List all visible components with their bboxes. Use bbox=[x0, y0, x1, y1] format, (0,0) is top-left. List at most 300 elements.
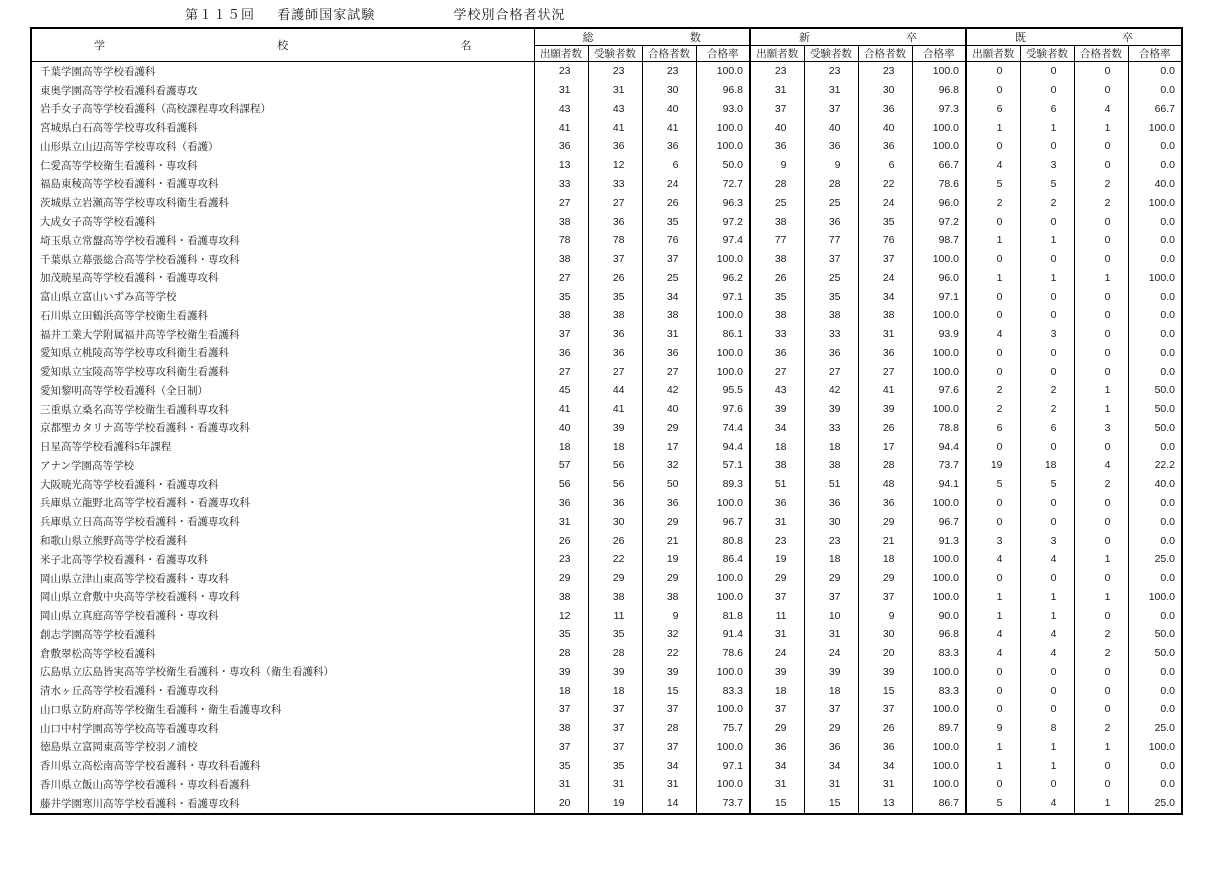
value-cell: 0.0 bbox=[1128, 81, 1182, 100]
col-header-passers-new: 合格者数 bbox=[858, 46, 912, 62]
value-cell: 83.3 bbox=[912, 644, 966, 663]
value-cell: 37 bbox=[804, 700, 858, 719]
value-cell: 37 bbox=[642, 700, 696, 719]
value-cell: 0.0 bbox=[1128, 700, 1182, 719]
value-cell: 66.7 bbox=[1128, 100, 1182, 119]
table-row bbox=[31, 62, 1182, 81]
value-cell: 100.0 bbox=[912, 663, 966, 682]
value-cell: 51 bbox=[750, 475, 804, 494]
value-cell: 97.1 bbox=[696, 756, 750, 775]
value-cell: 39 bbox=[750, 663, 804, 682]
value-cell: 34 bbox=[642, 756, 696, 775]
value-cell: 0.0 bbox=[1128, 62, 1182, 81]
value-cell: 77 bbox=[750, 231, 804, 250]
value-cell: 0 bbox=[966, 681, 1020, 700]
value-cell: 1 bbox=[1074, 118, 1128, 137]
value-cell: 100.0 bbox=[912, 700, 966, 719]
value-cell: 14 bbox=[642, 794, 696, 814]
table-row bbox=[31, 512, 1182, 531]
value-cell: 35 bbox=[534, 756, 588, 775]
value-cell: 3 bbox=[1074, 419, 1128, 438]
value-cell: 0.0 bbox=[1128, 137, 1182, 156]
value-cell: 0 bbox=[966, 663, 1020, 682]
value-cell: 0 bbox=[1074, 437, 1128, 456]
table-row bbox=[31, 250, 1182, 269]
value-cell: 40 bbox=[804, 118, 858, 137]
value-cell: 1 bbox=[1020, 118, 1074, 137]
value-cell: 93.0 bbox=[696, 100, 750, 119]
value-cell: 25.0 bbox=[1128, 719, 1182, 738]
value-cell: 36 bbox=[750, 343, 804, 362]
value-cell: 9 bbox=[642, 606, 696, 625]
value-cell: 0.0 bbox=[1128, 250, 1182, 269]
table-row bbox=[31, 569, 1182, 588]
value-cell: 26 bbox=[858, 419, 912, 438]
table-row bbox=[31, 437, 1182, 456]
school-name-cell: 兵庫県立龍野北高等学校看護科・看護専攻科 bbox=[40, 498, 250, 510]
value-cell: 38 bbox=[588, 587, 642, 606]
value-cell: 37 bbox=[750, 700, 804, 719]
school-name-cell: 加茂暁星高等学校看護科・看護専攻科 bbox=[40, 273, 219, 285]
value-cell: 29 bbox=[804, 569, 858, 588]
value-cell: 27 bbox=[588, 193, 642, 212]
value-cell: 100.0 bbox=[696, 738, 750, 757]
school-name-cell: 愛知県立宝陵高等学校専攻科衛生看護科 bbox=[40, 367, 229, 379]
value-cell: 31 bbox=[588, 81, 642, 100]
school-name-cell: 千葉学園高等学校看護科 bbox=[40, 66, 156, 78]
table-row bbox=[31, 625, 1182, 644]
value-cell: 89.3 bbox=[696, 475, 750, 494]
value-cell: 36 bbox=[534, 494, 588, 513]
value-cell: 33 bbox=[804, 419, 858, 438]
value-cell: 39 bbox=[804, 663, 858, 682]
value-cell: 35 bbox=[588, 625, 642, 644]
value-cell: 0.0 bbox=[1128, 494, 1182, 513]
value-cell: 3 bbox=[966, 531, 1020, 550]
value-cell: 28 bbox=[588, 644, 642, 663]
value-cell: 45 bbox=[534, 381, 588, 400]
value-cell: 37 bbox=[804, 250, 858, 269]
school-name-cell: 京都聖カタリナ高等学校看護科・看護専攻科 bbox=[40, 423, 250, 435]
school-name-cell: 和歌山県立熊野高等学校看護科 bbox=[40, 536, 187, 548]
value-cell: 37 bbox=[750, 587, 804, 606]
value-cell: 15 bbox=[642, 681, 696, 700]
value-cell: 56 bbox=[534, 475, 588, 494]
value-cell: 0 bbox=[1074, 250, 1128, 269]
value-cell: 1 bbox=[966, 756, 1020, 775]
school-name-cell: 大成女子高等学校看護科 bbox=[40, 217, 156, 228]
table-row bbox=[31, 100, 1182, 119]
value-cell: 35 bbox=[588, 756, 642, 775]
value-cell: 100.0 bbox=[696, 118, 750, 137]
value-cell: 5 bbox=[966, 475, 1020, 494]
value-cell: 0 bbox=[1020, 512, 1074, 531]
table-row bbox=[31, 531, 1182, 550]
value-cell: 86.7 bbox=[912, 794, 966, 814]
value-cell: 77 bbox=[804, 231, 858, 250]
value-cell: 25 bbox=[804, 193, 858, 212]
value-cell: 5 bbox=[1020, 475, 1074, 494]
value-cell: 0 bbox=[1074, 700, 1128, 719]
value-cell: 1 bbox=[1074, 550, 1128, 569]
value-cell: 1 bbox=[966, 606, 1020, 625]
table-row bbox=[31, 700, 1182, 719]
value-cell: 38 bbox=[804, 456, 858, 475]
value-cell: 42 bbox=[804, 381, 858, 400]
value-cell: 18 bbox=[534, 681, 588, 700]
value-cell: 98.7 bbox=[912, 231, 966, 250]
value-cell: 34 bbox=[858, 756, 912, 775]
value-cell: 22 bbox=[588, 550, 642, 569]
value-cell: 23 bbox=[534, 550, 588, 569]
value-cell: 97.3 bbox=[912, 100, 966, 119]
value-cell: 31 bbox=[804, 625, 858, 644]
value-cell: 39 bbox=[588, 419, 642, 438]
value-cell: 36 bbox=[750, 494, 804, 513]
value-cell: 50.0 bbox=[1128, 381, 1182, 400]
value-cell: 34 bbox=[642, 287, 696, 306]
value-cell: 0.0 bbox=[1128, 531, 1182, 550]
value-cell: 100.0 bbox=[912, 62, 966, 81]
report-subtitle: 学校別合格者状況 bbox=[453, 7, 566, 22]
value-cell: 0 bbox=[966, 494, 1020, 513]
school-name-cell: 香川県立飯山高等学校看護科・専攻科看護科 bbox=[40, 779, 250, 791]
table-row bbox=[31, 325, 1182, 344]
value-cell: 38 bbox=[534, 250, 588, 269]
value-cell: 96.8 bbox=[696, 81, 750, 100]
value-cell: 37 bbox=[642, 738, 696, 757]
value-cell: 50.0 bbox=[1128, 625, 1182, 644]
value-cell: 36 bbox=[588, 494, 642, 513]
value-cell: 0 bbox=[1020, 663, 1074, 682]
value-cell: 0 bbox=[1074, 681, 1128, 700]
school-name-cell: 広島県立広島皆実高等学校衛生看護科・専攻科（衛生看護科） bbox=[40, 667, 334, 679]
value-cell: 6 bbox=[858, 156, 912, 175]
value-cell: 1 bbox=[1020, 231, 1074, 250]
table-row bbox=[31, 287, 1182, 306]
value-cell: 29 bbox=[642, 569, 696, 588]
value-cell: 56 bbox=[588, 475, 642, 494]
table-body bbox=[31, 62, 1182, 814]
value-cell: 100.0 bbox=[696, 569, 750, 588]
value-cell: 100.0 bbox=[1128, 268, 1182, 287]
value-cell: 0 bbox=[1020, 212, 1074, 231]
value-cell: 41 bbox=[642, 118, 696, 137]
col-header-applicants-total: 出願者数 bbox=[534, 46, 588, 62]
value-cell: 29 bbox=[858, 569, 912, 588]
value-cell: 15 bbox=[858, 681, 912, 700]
value-cell: 33 bbox=[588, 175, 642, 194]
value-cell: 0 bbox=[1074, 156, 1128, 175]
value-cell: 36 bbox=[534, 343, 588, 362]
table-row bbox=[31, 137, 1182, 156]
value-cell: 38 bbox=[642, 306, 696, 325]
value-cell: 2 bbox=[966, 193, 1020, 212]
school-name-cell: 石川県立田鶴浜高等学校衛生看護科 bbox=[40, 310, 208, 322]
col-header-passrate-new: 合格率 bbox=[912, 46, 966, 62]
value-cell: 26 bbox=[534, 531, 588, 550]
value-cell: 0 bbox=[1020, 250, 1074, 269]
school-name-cell: 清水ヶ丘高等学校看護科・看護専攻科 bbox=[40, 686, 219, 698]
school-name-cell: 岡山県立倉敷中央高等学校看護科・専攻科 bbox=[40, 592, 240, 604]
value-cell: 97.6 bbox=[696, 400, 750, 419]
col-header-applicants-repeat: 出願者数 bbox=[966, 46, 1020, 62]
value-cell: 39 bbox=[588, 663, 642, 682]
value-cell: 0 bbox=[1074, 231, 1128, 250]
value-cell: 0 bbox=[1074, 663, 1128, 682]
value-cell: 78.6 bbox=[912, 175, 966, 194]
value-cell: 26 bbox=[588, 268, 642, 287]
value-cell: 19 bbox=[750, 550, 804, 569]
value-cell: 100.0 bbox=[912, 137, 966, 156]
school-name-cell: 千葉県立幕張総合高等学校看護科・専攻科 bbox=[40, 254, 240, 266]
value-cell: 100.0 bbox=[696, 494, 750, 513]
value-cell: 2 bbox=[966, 381, 1020, 400]
value-cell: 0 bbox=[1020, 362, 1074, 381]
school-name-cell: 福島東稜高等学校看護科・看護専攻科 bbox=[40, 179, 219, 191]
value-cell: 100.0 bbox=[912, 756, 966, 775]
value-cell: 0 bbox=[1074, 212, 1128, 231]
value-cell: 4 bbox=[1020, 625, 1074, 644]
value-cell: 4 bbox=[966, 625, 1020, 644]
value-cell: 0 bbox=[1020, 306, 1074, 325]
value-cell: 38 bbox=[534, 587, 588, 606]
value-cell: 4 bbox=[966, 644, 1020, 663]
value-cell: 35 bbox=[588, 287, 642, 306]
value-cell: 97.6 bbox=[912, 381, 966, 400]
value-cell: 97.4 bbox=[696, 231, 750, 250]
value-cell: 1 bbox=[1020, 756, 1074, 775]
value-cell: 3 bbox=[1020, 156, 1074, 175]
value-cell: 100.0 bbox=[696, 343, 750, 362]
value-cell: 40 bbox=[750, 118, 804, 137]
value-cell: 78.8 bbox=[912, 419, 966, 438]
value-cell: 94.4 bbox=[912, 437, 966, 456]
value-cell: 73.7 bbox=[912, 456, 966, 475]
table-row bbox=[31, 587, 1182, 606]
value-cell: 27 bbox=[588, 362, 642, 381]
school-name-cell: 米子北高等学校看護科・看護専攻科 bbox=[40, 554, 208, 566]
table-row bbox=[31, 456, 1182, 475]
value-cell: 28 bbox=[750, 175, 804, 194]
value-cell: 0.0 bbox=[1128, 756, 1182, 775]
value-cell: 24 bbox=[804, 644, 858, 663]
value-cell: 1 bbox=[966, 231, 1020, 250]
value-cell: 50.0 bbox=[696, 156, 750, 175]
value-cell: 100.0 bbox=[912, 118, 966, 137]
value-cell: 24 bbox=[858, 268, 912, 287]
value-cell: 20 bbox=[534, 794, 588, 814]
value-cell: 22.2 bbox=[1128, 456, 1182, 475]
value-cell: 31 bbox=[534, 512, 588, 531]
value-cell: 39 bbox=[858, 663, 912, 682]
value-cell: 100.0 bbox=[912, 587, 966, 606]
col-header-examinees-new: 受験者数 bbox=[804, 46, 858, 62]
value-cell: 37 bbox=[588, 738, 642, 757]
value-cell: 38 bbox=[750, 212, 804, 231]
table-row bbox=[31, 268, 1182, 287]
value-cell: 12 bbox=[588, 156, 642, 175]
value-cell: 1 bbox=[1074, 738, 1128, 757]
value-cell: 1 bbox=[1020, 587, 1074, 606]
value-cell: 34 bbox=[750, 756, 804, 775]
value-cell: 0 bbox=[1020, 775, 1074, 794]
value-cell: 96.7 bbox=[912, 512, 966, 531]
value-cell: 86.1 bbox=[696, 325, 750, 344]
value-cell: 11 bbox=[750, 606, 804, 625]
value-cell: 100.0 bbox=[912, 494, 966, 513]
table-header bbox=[31, 28, 1182, 62]
value-cell: 0.0 bbox=[1128, 775, 1182, 794]
value-cell: 100.0 bbox=[696, 62, 750, 81]
value-cell: 97.1 bbox=[912, 287, 966, 306]
value-cell: 100.0 bbox=[696, 663, 750, 682]
school-name-cell: 大阪暁光高等学校看護科・看護専攻科 bbox=[40, 479, 219, 491]
value-cell: 36 bbox=[804, 494, 858, 513]
value-cell: 37 bbox=[858, 700, 912, 719]
value-cell: 100.0 bbox=[696, 137, 750, 156]
value-cell: 29 bbox=[642, 512, 696, 531]
value-cell: 0.0 bbox=[1128, 681, 1182, 700]
value-cell: 0.0 bbox=[1128, 362, 1182, 381]
value-cell: 23 bbox=[642, 62, 696, 81]
value-cell: 39 bbox=[804, 400, 858, 419]
value-cell: 1 bbox=[966, 587, 1020, 606]
value-cell: 36 bbox=[858, 100, 912, 119]
value-cell: 31 bbox=[750, 512, 804, 531]
value-cell: 2 bbox=[1020, 381, 1074, 400]
value-cell: 27 bbox=[534, 268, 588, 287]
table-row bbox=[31, 775, 1182, 794]
value-cell: 2 bbox=[1074, 175, 1128, 194]
value-cell: 31 bbox=[534, 81, 588, 100]
value-cell: 96.0 bbox=[912, 193, 966, 212]
value-cell: 0 bbox=[1020, 137, 1074, 156]
value-cell: 6 bbox=[966, 419, 1020, 438]
value-cell: 100.0 bbox=[1128, 587, 1182, 606]
value-cell: 31 bbox=[750, 625, 804, 644]
school-name-cell: 三重県立桑名高等学校衛生看護科専攻科 bbox=[40, 404, 229, 416]
value-cell: 57 bbox=[534, 456, 588, 475]
school-name-cell: 日星高等学校看護科5年課程 bbox=[40, 442, 172, 454]
value-cell: 44 bbox=[588, 381, 642, 400]
value-cell: 0 bbox=[1074, 137, 1128, 156]
value-cell: 97.2 bbox=[696, 212, 750, 231]
value-cell: 94.1 bbox=[912, 475, 966, 494]
value-cell: 0.0 bbox=[1128, 512, 1182, 531]
value-cell: 36 bbox=[642, 494, 696, 513]
value-cell: 0 bbox=[1074, 325, 1128, 344]
value-cell: 0 bbox=[1020, 569, 1074, 588]
school-name-cell: アナン学園高等学校 bbox=[40, 460, 134, 472]
value-cell: 31 bbox=[858, 775, 912, 794]
value-cell: 96.2 bbox=[696, 268, 750, 287]
value-cell: 25 bbox=[804, 268, 858, 287]
value-cell: 0 bbox=[1074, 756, 1128, 775]
value-cell: 2 bbox=[1074, 719, 1128, 738]
value-cell: 41 bbox=[534, 118, 588, 137]
school-name-cell: 山口中村学園高等学校高等看護専攻科 bbox=[40, 723, 219, 735]
value-cell: 6 bbox=[1020, 100, 1074, 119]
value-cell: 35 bbox=[804, 287, 858, 306]
value-cell: 43 bbox=[588, 100, 642, 119]
value-cell: 0 bbox=[1074, 606, 1128, 625]
value-cell: 100.0 bbox=[696, 587, 750, 606]
value-cell: 34 bbox=[750, 419, 804, 438]
value-cell: 1 bbox=[1020, 738, 1074, 757]
table-row bbox=[31, 193, 1182, 212]
value-cell: 89.7 bbox=[912, 719, 966, 738]
value-cell: 38 bbox=[750, 456, 804, 475]
value-cell: 17 bbox=[642, 437, 696, 456]
value-cell: 96.8 bbox=[912, 625, 966, 644]
table-row bbox=[31, 663, 1182, 682]
value-cell: 15 bbox=[804, 794, 858, 814]
value-cell: 24 bbox=[858, 193, 912, 212]
value-cell: 41 bbox=[588, 118, 642, 137]
school-name-cell: 福井工業大学附属福井高等学校衛生看護科 bbox=[40, 329, 240, 341]
table-row bbox=[31, 606, 1182, 625]
value-cell: 0.0 bbox=[1128, 663, 1182, 682]
value-cell: 36 bbox=[858, 137, 912, 156]
table-row bbox=[31, 644, 1182, 663]
value-cell: 29 bbox=[588, 569, 642, 588]
value-cell: 41 bbox=[588, 400, 642, 419]
value-cell: 0 bbox=[1074, 343, 1128, 362]
value-cell: 1 bbox=[1074, 587, 1128, 606]
table-row bbox=[31, 362, 1182, 381]
school-name-cell: 宮城県白石高等学校専攻科看護科 bbox=[40, 123, 198, 135]
value-cell: 83.3 bbox=[912, 681, 966, 700]
value-cell: 100.0 bbox=[912, 306, 966, 325]
value-cell: 0.0 bbox=[1128, 606, 1182, 625]
value-cell: 36 bbox=[750, 738, 804, 757]
value-cell: 0.0 bbox=[1128, 156, 1182, 175]
col-header-passers-repeat: 合格者数 bbox=[1074, 46, 1128, 62]
value-cell: 0.0 bbox=[1128, 325, 1182, 344]
value-cell: 40 bbox=[642, 400, 696, 419]
value-cell: 0 bbox=[966, 81, 1020, 100]
value-cell: 37 bbox=[588, 250, 642, 269]
value-cell: 36 bbox=[588, 343, 642, 362]
value-cell: 51 bbox=[804, 475, 858, 494]
value-cell: 18 bbox=[750, 437, 804, 456]
value-cell: 4 bbox=[966, 156, 1020, 175]
value-cell: 22 bbox=[858, 175, 912, 194]
value-cell: 32 bbox=[642, 625, 696, 644]
value-cell: 76 bbox=[642, 231, 696, 250]
value-cell: 0 bbox=[966, 775, 1020, 794]
value-cell: 29 bbox=[750, 569, 804, 588]
school-name-cell: 創志学園高等学校看護科 bbox=[40, 629, 156, 641]
value-cell: 29 bbox=[858, 512, 912, 531]
table-row bbox=[31, 419, 1182, 438]
value-cell: 28 bbox=[858, 456, 912, 475]
value-cell: 100.0 bbox=[1128, 738, 1182, 757]
value-cell: 9 bbox=[750, 156, 804, 175]
value-cell: 100.0 bbox=[912, 362, 966, 381]
school-name-cell: 埼玉県立常盤高等学校看護科・看護専攻科 bbox=[40, 235, 240, 247]
table-row bbox=[31, 212, 1182, 231]
col-header-passers-total: 合格者数 bbox=[642, 46, 696, 62]
page-title bbox=[185, 4, 566, 23]
table-row bbox=[31, 756, 1182, 775]
value-cell: 23 bbox=[858, 62, 912, 81]
value-cell: 38 bbox=[858, 306, 912, 325]
value-cell: 48 bbox=[858, 475, 912, 494]
value-cell: 8 bbox=[1020, 719, 1074, 738]
value-cell: 29 bbox=[534, 569, 588, 588]
